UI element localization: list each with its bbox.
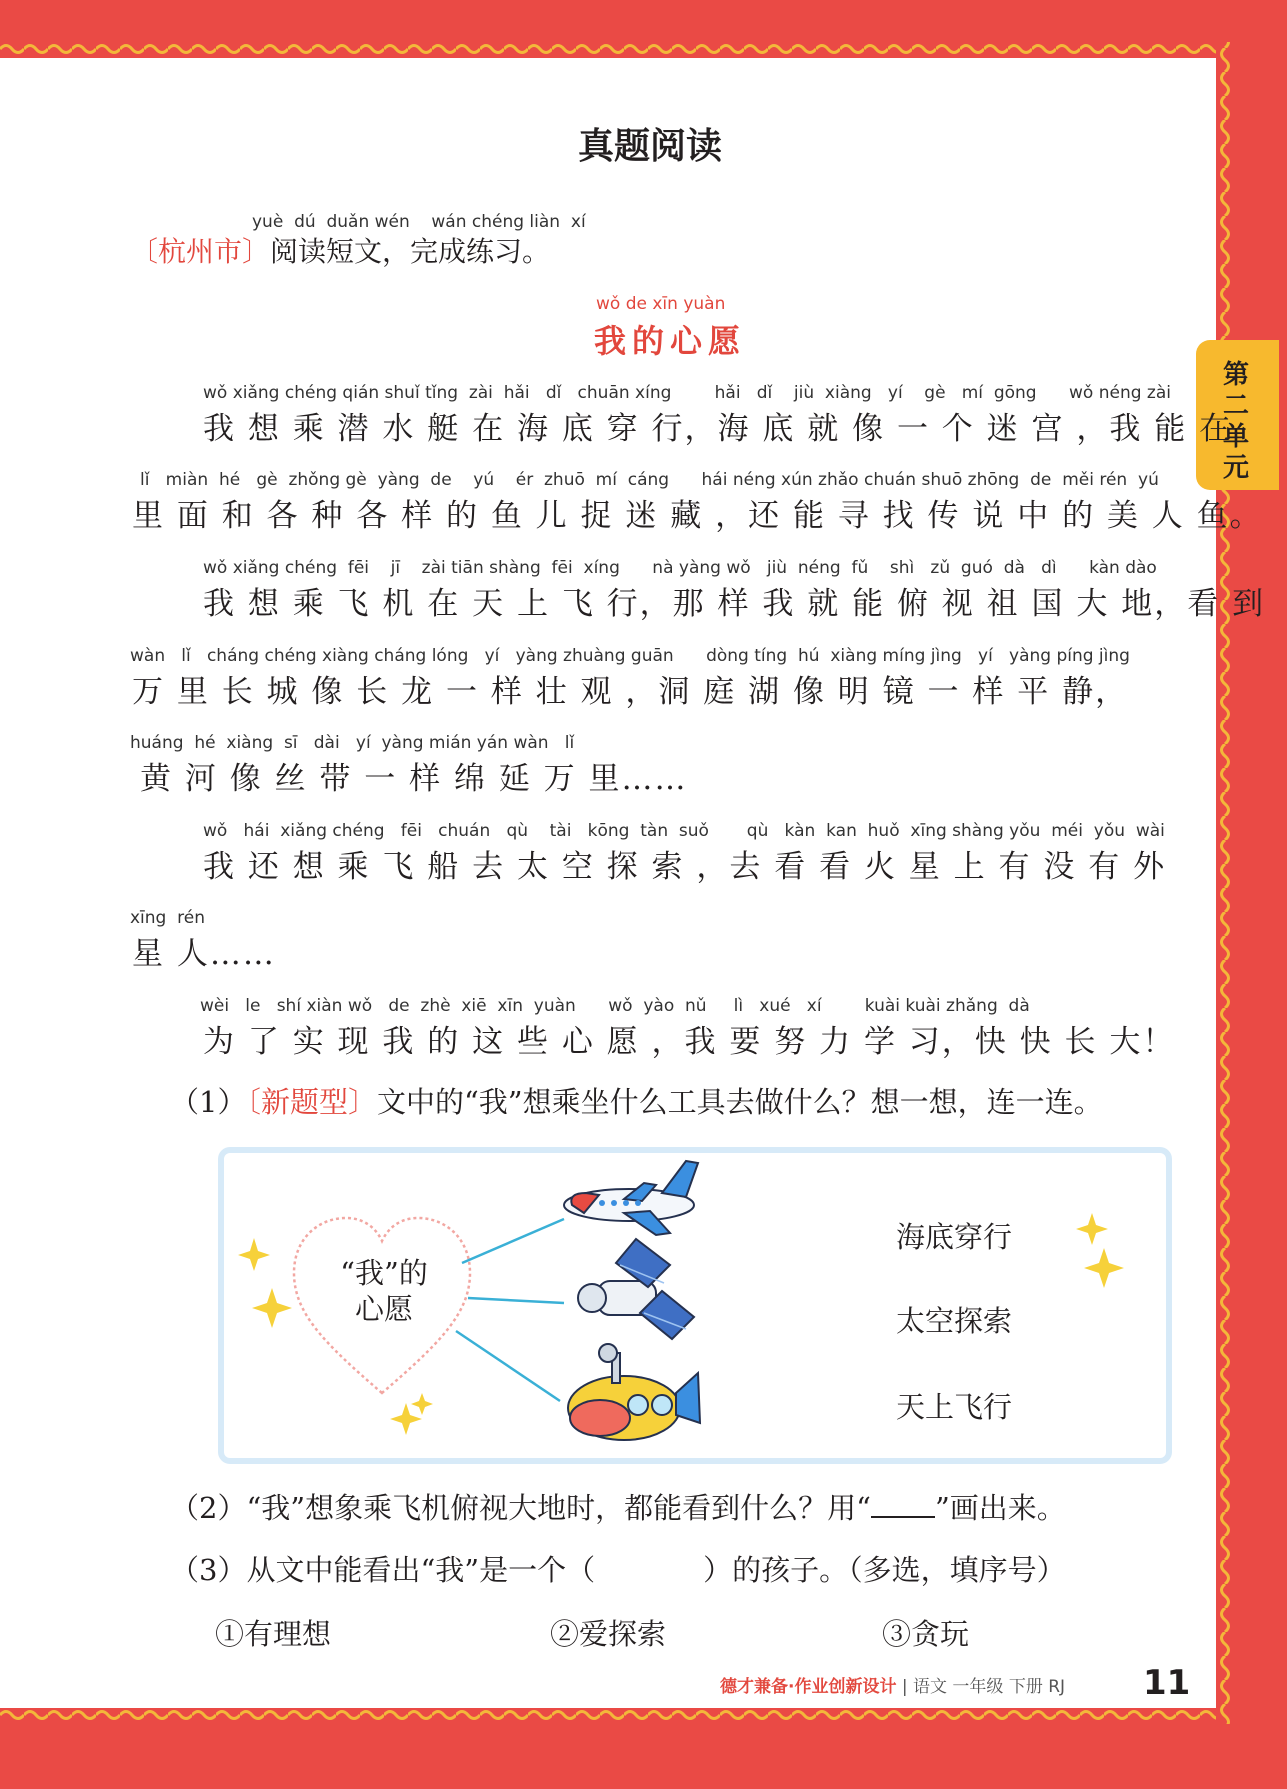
question-text: 文中的“我”想乘坐什么工具去做什么？想一想，连一连。 xyxy=(376,1085,1103,1119)
footer-subject: 语文 一年级 下册 RJ xyxy=(913,1677,1066,1697)
story-line-pinyin: wèi le shí xiàn wǒ de zhè xiē xīn yuàn wǒ yào nǔ lì xué xí kuài kuài zhǎng dà xyxy=(200,996,1030,1016)
heart-label-line: “我”的 xyxy=(340,1256,428,1290)
heart-label xyxy=(324,1255,444,1327)
story-line: 我 还 想 乘 飞 船 去 太 空 探 索 ，去 看 看 火 星 上 有 没 有 外 xyxy=(203,849,1167,885)
story-line-pinyin: wàn lǐ cháng chéng xiàng cháng lóng yí yàng zhuàng guān dòng tíng hú xiàng míng jìng yí yàng píng jìng xyxy=(130,646,1130,666)
satellite-icon xyxy=(578,1239,694,1339)
submarine-icon xyxy=(568,1344,700,1440)
airplane-icon xyxy=(564,1161,698,1235)
story-line: 星 人…… xyxy=(132,936,276,972)
section-title: 真题阅读 xyxy=(577,126,722,167)
question-text: ）的孩子。（多选，填序号） xyxy=(703,1553,1066,1587)
question-text: （2）“我”想象乘飞机俯视大地时，都能看到什么？用“ xyxy=(170,1491,871,1525)
footer-separator: | xyxy=(901,1677,908,1697)
story-title: 我的心愿 xyxy=(594,322,747,360)
story-line-pinyin: huáng hé xiàng sī dài yí yàng mián yán wàn lǐ xyxy=(130,733,575,753)
intro-text: 阅读短文，完成练习。 xyxy=(270,235,551,268)
story-line-pinyin: lǐ miàn hé gè zhǒng gè yàng de yú ér zhuō mí cáng hái néng xún zhǎo chuán shuō zhōng de měi rén yú xyxy=(140,470,1159,490)
story-line: 万 里 长 城 像 长 龙 一 样 壮 观 ，洞 庭 湖 像 明 镜 一 样 平 静， xyxy=(132,674,1129,710)
new-type-tag: 〔新题型〕 xyxy=(246,1085,377,1119)
story-line-pinyin: wǒ hái xiǎng chéng fēi chuán qù tài kōng tàn suǒ qù kàn kan huǒ xīng shàng yǒu méi yǒu wài xyxy=(203,821,1165,841)
story-line-pinyin: wǒ xiǎng chéng fēi jī zài tiān shàng fēi xíng nà yàng wǒ jiù néng fǔ shì zǔ guó dà dì kàn dào xyxy=(203,558,1157,578)
story-line: 为 了 实 现 我 的 这 些 心 愿 ，我 要 努 力 学 习，快 快 长 大！ xyxy=(203,1024,1176,1060)
matching-box xyxy=(218,1147,1172,1464)
activity-label: 海底穿行 xyxy=(896,1220,1013,1254)
intro-pinyin: yuè dú duǎn wén wán chéng liàn xí xyxy=(252,212,586,232)
question-1 xyxy=(170,1080,1103,1121)
story-line: 里 面 和 各 种 各 样 的 鱼 儿 捉 迷 藏 ，还 能 寻 找 传 说 中 的 美 人 鱼。 xyxy=(132,498,1263,534)
story-line-pinyin: wǒ xiǎng chéng qián shuǐ tǐng zài hǎi dǐ chuān xíng hǎi dǐ jiù xiàng yí gè mí gōng wǒ néng zài xyxy=(203,383,1171,403)
page-number: 11 xyxy=(1143,1663,1191,1703)
heart-label-line: 心愿 xyxy=(354,1292,413,1326)
question-text: ”画出来。 xyxy=(934,1491,1066,1525)
question-number: （1） xyxy=(170,1085,247,1119)
story-line: 黄 河 像 丝 带 一 样 绵 延 万 里…… xyxy=(140,761,688,797)
story-title-pinyin: wǒ de xīn yuàn xyxy=(596,294,726,314)
question-text: （3）从文中能看出“我”是一个（ xyxy=(170,1553,596,1587)
option[interactable]: ①有理想 xyxy=(215,1617,332,1651)
match-line xyxy=(456,1331,560,1401)
story-line: 我 想 乘 飞 机 在 天 上 飞 行，那 样 我 就 能 俯 视 祖 国 大 地，看 到 xyxy=(203,586,1266,622)
option[interactable]: ②爱探索 xyxy=(550,1617,667,1651)
story-line: 我 想 乘 潜 水 艇 在 海 底 穿 行，海 底 就 像 一 个 迷 宫 ，我 能 在 xyxy=(203,411,1233,447)
activity-label: 天上飞行 xyxy=(896,1390,1013,1424)
footer xyxy=(720,1672,1065,1697)
story-line-pinyin: xīng rén xyxy=(130,908,206,928)
unit-tab-label: 第二单元 xyxy=(1222,360,1249,483)
question-3 xyxy=(170,1548,1066,1589)
underline-blank xyxy=(871,1490,935,1518)
activity-label: 太空探索 xyxy=(896,1304,1013,1338)
match-line xyxy=(462,1219,564,1263)
match-line xyxy=(468,1298,564,1303)
option[interactable]: ③贪玩 xyxy=(882,1617,970,1651)
question-2 xyxy=(170,1486,1066,1527)
region-tag: 〔杭州市〕 xyxy=(130,235,271,268)
intro-line xyxy=(130,230,550,270)
footer-brand: 德才兼备·作业创新设计 xyxy=(720,1677,897,1697)
